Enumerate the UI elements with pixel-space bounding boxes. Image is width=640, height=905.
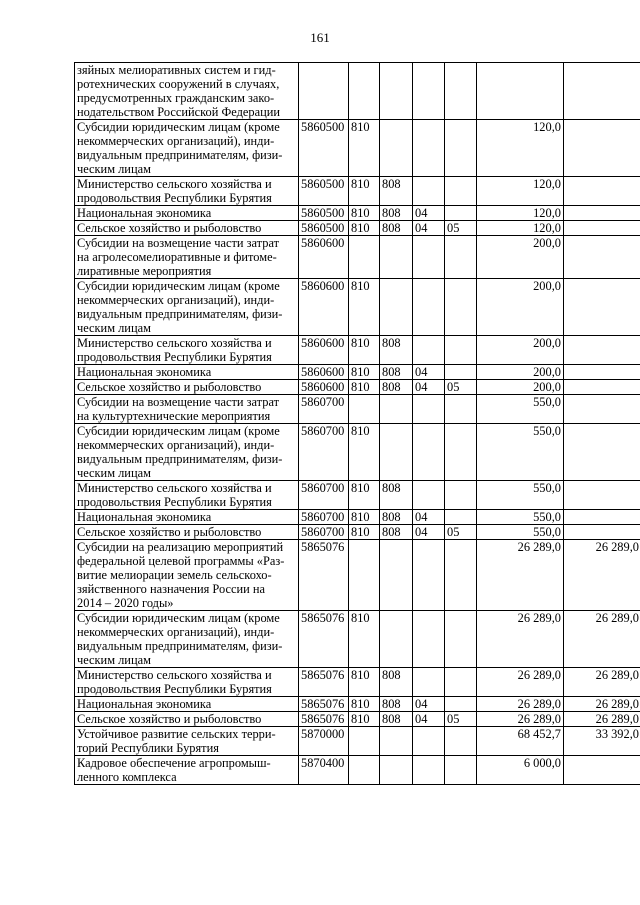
table-row xyxy=(75,221,640,236)
section-cell: 04 xyxy=(413,525,445,540)
row-name-cell: Сельское хозяйство и рыболовство xyxy=(75,380,299,395)
target-code-cell: 5860500 xyxy=(299,120,349,177)
section-cell: 04 xyxy=(413,712,445,727)
section-cell xyxy=(413,668,445,697)
table-row xyxy=(75,120,640,177)
department-cell: 808 xyxy=(380,221,413,236)
target-code-cell: 5865076 xyxy=(299,668,349,697)
department-cell xyxy=(380,120,413,177)
subsection-cell xyxy=(445,395,477,424)
department-cell xyxy=(380,279,413,336)
federal-amount-cell xyxy=(564,120,640,177)
federal-amount-cell: 26 289,0 xyxy=(564,712,640,727)
row-name-cell: Субсидии юридическим лицам (кроме некоммерческих организаций), инди- видуальным предпринимателям, физи- ческим лицам xyxy=(75,424,299,481)
table-row xyxy=(75,336,640,365)
table-row xyxy=(75,540,640,611)
section-cell: 04 xyxy=(413,365,445,380)
page-number: 161 xyxy=(310,30,330,45)
department-cell xyxy=(380,756,413,785)
table-row xyxy=(75,236,640,279)
expense-group-cell xyxy=(349,756,380,785)
row-name-cell: Национальная экономика xyxy=(75,206,299,221)
federal-amount-cell: 26 289,0 xyxy=(564,540,640,611)
row-name-cell: Субсидии юридическим лицам (кроме некоммерческих организаций), инди- видуальным предпринимателям, физи- ческим лицам xyxy=(75,120,299,177)
federal-amount-cell xyxy=(564,365,640,380)
target-code-cell: 5860500 xyxy=(299,221,349,236)
target-code-cell: 5860600 xyxy=(299,365,349,380)
row-name-cell: Министерство сельского хозяйства и продовольствия Республики Бурятия xyxy=(75,177,299,206)
target-code-cell: 5865076 xyxy=(299,712,349,727)
federal-amount-cell xyxy=(564,279,640,336)
section-cell xyxy=(413,236,445,279)
section-cell xyxy=(413,63,445,120)
expense-group-cell: 810 xyxy=(349,221,380,236)
row-name-cell: Сельское хозяйство и рыболовство xyxy=(75,712,299,727)
department-cell: 808 xyxy=(380,365,413,380)
section-cell xyxy=(413,120,445,177)
amount-cell: 26 289,0 xyxy=(477,712,564,727)
row-name-cell: Министерство сельского хозяйства и продовольствия Республики Бурятия xyxy=(75,336,299,365)
table-row xyxy=(75,668,640,697)
federal-amount-cell xyxy=(564,510,640,525)
subsection-cell: 05 xyxy=(445,380,477,395)
subsection-cell xyxy=(445,336,477,365)
expense-group-cell: 810 xyxy=(349,336,380,365)
table-row xyxy=(75,380,640,395)
subsection-cell xyxy=(445,236,477,279)
target-code-cell: 5860700 xyxy=(299,481,349,510)
expense-group-cell: 810 xyxy=(349,510,380,525)
subsection-cell xyxy=(445,279,477,336)
section-cell xyxy=(413,540,445,611)
federal-amount-cell xyxy=(564,63,640,120)
section-cell: 04 xyxy=(413,206,445,221)
department-cell xyxy=(380,236,413,279)
department-cell xyxy=(380,63,413,120)
federal-amount-cell xyxy=(564,481,640,510)
expense-group-cell: 810 xyxy=(349,481,380,510)
subsection-cell xyxy=(445,424,477,481)
federal-amount-cell: 26 289,0 xyxy=(564,697,640,712)
target-code-cell: 5860700 xyxy=(299,510,349,525)
row-name-cell: Субсидии юридическим лицам (кроме некоммерческих организаций), инди- видуальным предпринимателям, физи- ческим лицам xyxy=(75,279,299,336)
department-cell xyxy=(380,540,413,611)
section-cell xyxy=(413,481,445,510)
section-cell xyxy=(413,727,445,756)
federal-amount-cell xyxy=(564,380,640,395)
amount-cell: 120,0 xyxy=(477,221,564,236)
section-cell: 04 xyxy=(413,510,445,525)
department-cell: 808 xyxy=(380,206,413,221)
target-code-cell: 5865076 xyxy=(299,540,349,611)
subsection-cell xyxy=(445,481,477,510)
federal-amount-cell xyxy=(564,395,640,424)
amount-cell: 26 289,0 xyxy=(477,697,564,712)
amount-cell: 200,0 xyxy=(477,336,564,365)
subsection-cell xyxy=(445,611,477,668)
expense-group-cell xyxy=(349,236,380,279)
amount-cell: 200,0 xyxy=(477,279,564,336)
row-name-cell: Национальная экономика xyxy=(75,697,299,712)
department-cell: 808 xyxy=(380,336,413,365)
target-code-cell: 5870000 xyxy=(299,727,349,756)
federal-amount-cell xyxy=(564,336,640,365)
target-code-cell: 5860600 xyxy=(299,336,349,365)
subsection-cell: 05 xyxy=(445,525,477,540)
section-cell xyxy=(413,756,445,785)
row-name-cell: зяйных мелиоративных систем и гид- ротехнических сооружений в случаях, предусмотренных гражданским зако- нодательством Российской Федерации xyxy=(75,63,299,120)
expense-group-cell xyxy=(349,727,380,756)
federal-amount-cell xyxy=(564,236,640,279)
subsection-cell xyxy=(445,540,477,611)
table-row xyxy=(75,611,640,668)
table-row xyxy=(75,424,640,481)
expense-group-cell: 810 xyxy=(349,424,380,481)
department-cell: 808 xyxy=(380,510,413,525)
federal-amount-cell xyxy=(564,206,640,221)
expense-group-cell: 810 xyxy=(349,279,380,336)
row-name-cell: Субсидии на возмещение части затрат на агролесомелиоративные и фитоме- лиративные мероприятия xyxy=(75,236,299,279)
amount-cell: 550,0 xyxy=(477,424,564,481)
section-cell xyxy=(413,177,445,206)
target-code-cell: 5860700 xyxy=(299,424,349,481)
subsection-cell xyxy=(445,177,477,206)
expense-group-cell xyxy=(349,540,380,611)
subsection-cell xyxy=(445,63,477,120)
subsection-cell xyxy=(445,727,477,756)
expense-group-cell: 810 xyxy=(349,380,380,395)
table-row xyxy=(75,63,640,120)
target-code-cell: 5860600 xyxy=(299,236,349,279)
amount-cell: 200,0 xyxy=(477,380,564,395)
expense-group-cell xyxy=(349,395,380,424)
department-cell xyxy=(380,395,413,424)
table-row xyxy=(75,727,640,756)
row-name-cell: Национальная экономика xyxy=(75,365,299,380)
row-name-cell: Министерство сельского хозяйства и продовольствия Республики Бурятия xyxy=(75,481,299,510)
amount-cell: 200,0 xyxy=(477,365,564,380)
amount-cell: 26 289,0 xyxy=(477,668,564,697)
row-name-cell: Субсидии на реализацию мероприятий федеральной целевой программы «Раз- витие мелиорации земель сельскохо- зяйственного назначения России на 2014 – 2020 годы» xyxy=(75,540,299,611)
table-row xyxy=(75,697,640,712)
target-code-cell: 5860600 xyxy=(299,279,349,336)
target-code-cell: 5860500 xyxy=(299,177,349,206)
department-cell: 808 xyxy=(380,712,413,727)
section-cell: 04 xyxy=(413,380,445,395)
amount-cell: 550,0 xyxy=(477,395,564,424)
federal-amount-cell: 26 289,0 xyxy=(564,611,640,668)
table-row xyxy=(75,712,640,727)
budget-table-body xyxy=(75,63,640,785)
target-code-cell: 5860500 xyxy=(299,206,349,221)
target-code-cell: 5865076 xyxy=(299,697,349,712)
expense-group-cell: 810 xyxy=(349,120,380,177)
amount-cell: 550,0 xyxy=(477,525,564,540)
table-row xyxy=(75,279,640,336)
amount-cell: 120,0 xyxy=(477,120,564,177)
section-cell xyxy=(413,424,445,481)
row-name-cell: Сельское хозяйство и рыболовство xyxy=(75,221,299,236)
expense-group-cell: 810 xyxy=(349,177,380,206)
table-row xyxy=(75,481,640,510)
table-row xyxy=(75,177,640,206)
subsection-cell xyxy=(445,756,477,785)
department-cell xyxy=(380,727,413,756)
row-name-cell: Кадровое обеспечение агропромыш- ленного комплекса xyxy=(75,756,299,785)
amount-cell: 550,0 xyxy=(477,481,564,510)
target-code-cell: 5860600 xyxy=(299,380,349,395)
federal-amount-cell xyxy=(564,424,640,481)
subsection-cell xyxy=(445,697,477,712)
budget-table xyxy=(74,62,640,785)
amount-cell: 6 000,0 xyxy=(477,756,564,785)
row-name-cell: Субсидии на возмещение части затрат на культуртехнические мероприятия xyxy=(75,395,299,424)
federal-amount-cell xyxy=(564,756,640,785)
expense-group-cell: 810 xyxy=(349,668,380,697)
federal-amount-cell: 33 392,0 xyxy=(564,727,640,756)
section-cell xyxy=(413,336,445,365)
federal-amount-cell: 26 289,0 xyxy=(564,668,640,697)
department-cell xyxy=(380,424,413,481)
section-cell xyxy=(413,395,445,424)
section-cell xyxy=(413,279,445,336)
amount-cell: 26 289,0 xyxy=(477,540,564,611)
row-name-cell: Субсидии юридическим лицам (кроме некоммерческих организаций), инди- видуальным предпринимателям, физи- ческим лицам xyxy=(75,611,299,668)
amount-cell: 26 289,0 xyxy=(477,611,564,668)
expense-group-cell: 810 xyxy=(349,525,380,540)
department-cell: 808 xyxy=(380,668,413,697)
expense-group-cell: 810 xyxy=(349,206,380,221)
table-row xyxy=(75,756,640,785)
subsection-cell: 05 xyxy=(445,221,477,236)
subsection-cell: 05 xyxy=(445,712,477,727)
table-row xyxy=(75,395,640,424)
department-cell: 808 xyxy=(380,481,413,510)
subsection-cell xyxy=(445,668,477,697)
expense-group-cell: 810 xyxy=(349,611,380,668)
expense-group-cell xyxy=(349,63,380,120)
section-cell: 04 xyxy=(413,697,445,712)
department-cell xyxy=(380,611,413,668)
department-cell: 808 xyxy=(380,177,413,206)
amount-cell: 550,0 xyxy=(477,510,564,525)
expense-group-cell: 810 xyxy=(349,697,380,712)
expense-group-cell: 810 xyxy=(349,365,380,380)
department-cell: 808 xyxy=(380,697,413,712)
row-name-cell: Устойчивое развитие сельских терри- торий Республики Бурятия xyxy=(75,727,299,756)
target-code-cell: 5860700 xyxy=(299,525,349,540)
target-code-cell xyxy=(299,63,349,120)
department-cell: 808 xyxy=(380,380,413,395)
amount-cell: 120,0 xyxy=(477,206,564,221)
department-cell: 808 xyxy=(380,525,413,540)
expense-group-cell: 810 xyxy=(349,712,380,727)
subsection-cell xyxy=(445,120,477,177)
target-code-cell: 5865076 xyxy=(299,611,349,668)
subsection-cell xyxy=(445,206,477,221)
amount-cell xyxy=(477,63,564,120)
table-row xyxy=(75,510,640,525)
target-code-cell: 5860700 xyxy=(299,395,349,424)
section-cell: 04 xyxy=(413,221,445,236)
federal-amount-cell xyxy=(564,221,640,236)
row-name-cell: Национальная экономика xyxy=(75,510,299,525)
amount-cell: 120,0 xyxy=(477,177,564,206)
section-cell xyxy=(413,611,445,668)
row-name-cell: Министерство сельского хозяйства и продовольствия Республики Бурятия xyxy=(75,668,299,697)
row-name-cell: Сельское хозяйство и рыболовство xyxy=(75,525,299,540)
federal-amount-cell xyxy=(564,177,640,206)
table-row xyxy=(75,206,640,221)
subsection-cell xyxy=(445,365,477,380)
amount-cell: 68 452,7 xyxy=(477,727,564,756)
target-code-cell: 5870400 xyxy=(299,756,349,785)
table-row xyxy=(75,365,640,380)
subsection-cell xyxy=(445,510,477,525)
federal-amount-cell xyxy=(564,525,640,540)
amount-cell: 200,0 xyxy=(477,236,564,279)
table-row xyxy=(75,525,640,540)
